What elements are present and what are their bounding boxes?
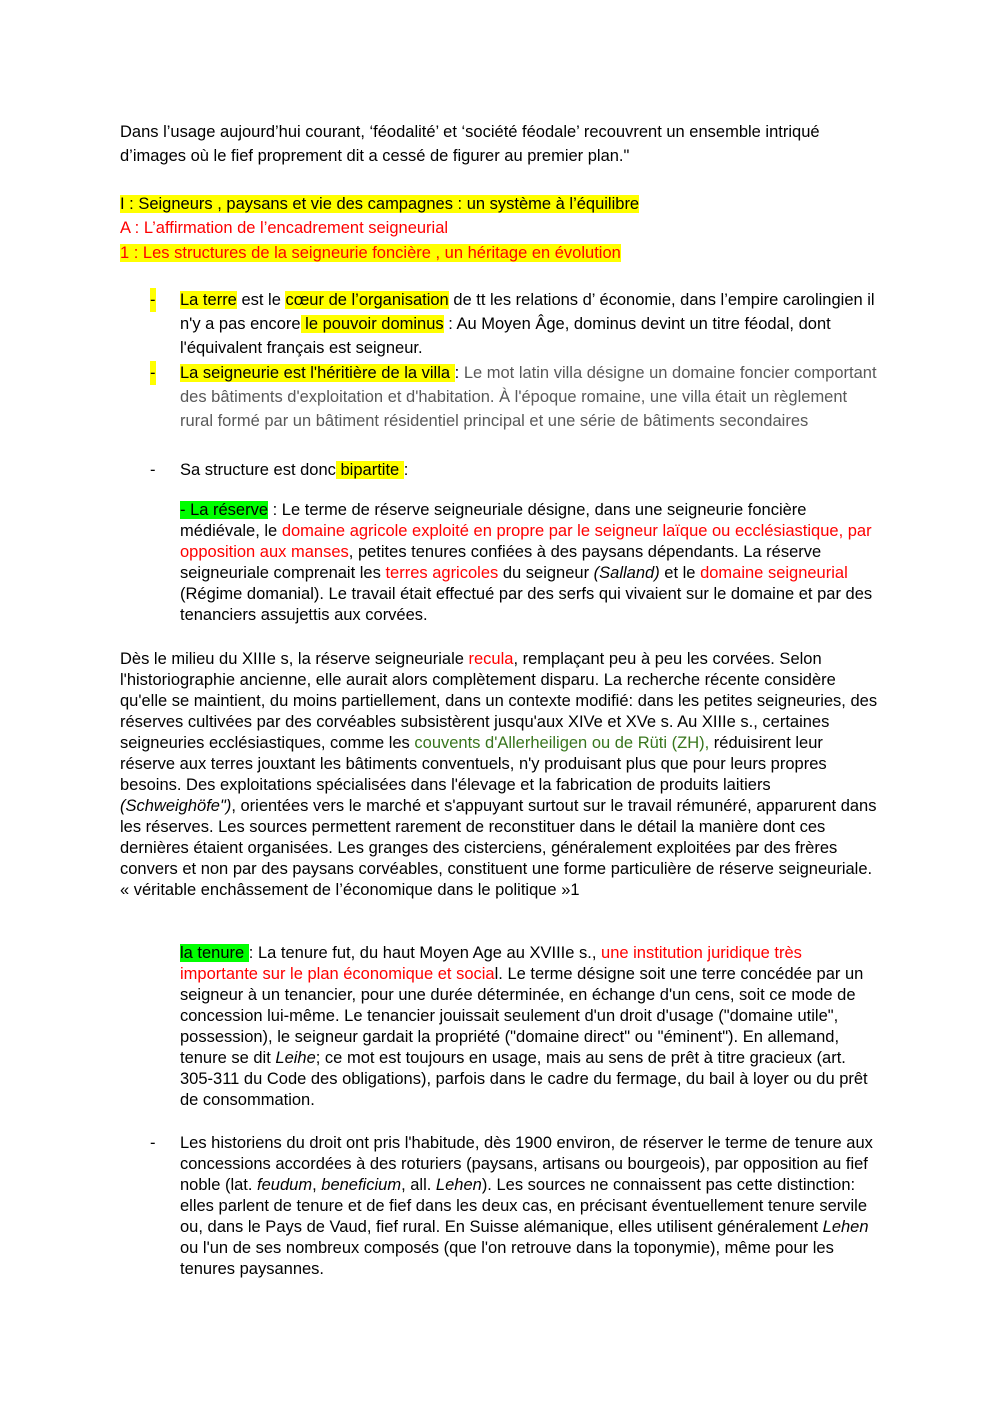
text-run: l. Le terme désigne soit une terre concédée par un seigneur à un tenancier, pour une durée déterminée, en échange d'un cens, soit ce mode de concession lui-même. Le tenancier jouissait seulement d'un droit d'usage ("domaine utile", possession), le seigneur gardait la propriété ("domaine direct" ou "éminent"). En allemand, tenure se dit xyxy=(180,965,864,1067)
italic-text: feudum xyxy=(257,1176,313,1194)
highlight-la-reserve: - La réserve xyxy=(180,501,269,519)
text-run: réduisirent leur réserve aux terres jouxtant les bâtiments conventuels, n'y produisant plus que pour leurs propres besoins. Des exploitations spécialisées dans l'élevage et la fabrication de produits laitiers xyxy=(120,734,827,794)
highlight-seigneurie: La seigneurie est l'héritière de la villa xyxy=(180,364,455,382)
heading-level-2 xyxy=(120,216,448,240)
text-run: Dès le milieu du XIIIe s, la réserve seigneuriale xyxy=(120,650,469,668)
highlight-bipartite: bipartite xyxy=(335,461,404,479)
text-run: de tt les relations d’ économie, dans l’empire carolingien il n'y a pas encore xyxy=(180,291,875,333)
red-text: une institution juridique très importante sur le plan économique et socia xyxy=(180,944,802,983)
text-run: : xyxy=(454,364,464,382)
italic-text: (Schweighöfe") xyxy=(120,797,232,815)
heading-3-text: 1 : Les structures de la seigneurie foncière , un héritage en évolution xyxy=(120,244,621,262)
text-run: et le xyxy=(659,564,701,582)
italic-text: Leihe xyxy=(275,1049,316,1067)
villa-definition: Le mot latin villa désigne un domaine foncier comportant des bâtiments d'exploitation et d'habitation. À l'époque romaine, une villa était un règlement rural formé par un bâtiment résidentiel principal et une série de bâtiments secondaires xyxy=(180,364,877,430)
red-text: terres agricoles xyxy=(385,564,499,582)
italic-text: beneficium xyxy=(321,1176,402,1194)
highlight-la-tenure: la tenure xyxy=(180,944,249,962)
intro-paragraph xyxy=(120,120,880,168)
text-run: : Le terme de réserve seigneuriale désigne, dans une seigneurie foncière médiévale, le xyxy=(180,501,807,540)
text-run: , xyxy=(312,1176,322,1194)
heading-1-text: I : Seigneurs , paysans et vie des campagnes : un système à l’équilibre xyxy=(120,195,640,213)
text-run: ; ce mot est toujours en usage, mais au sens de prêt à titre gracieux (art. 305-311 du Code des obligations), parfois dans le cadre du fermage, du bail à loyer ou du prêt de consommation. xyxy=(180,1049,868,1109)
highlight-la-terre: La terre xyxy=(180,291,237,309)
heading-level-3 xyxy=(120,241,621,265)
text-run: est le xyxy=(236,291,286,309)
text-run: , petites tenures confiées à des paysans dépendants. La réserve seigneuriale comprenait les xyxy=(180,543,822,582)
text-run: Sa structure est donc xyxy=(180,461,336,479)
body-paragraph-reserve-recul xyxy=(120,649,880,901)
text-run: : Au Moyen Âge, dominus devint un titre féodal, dont l'équivalent français est seigneur. xyxy=(180,315,831,357)
bullet-dash: - xyxy=(150,288,156,312)
italic-text: (Salland) xyxy=(593,564,660,582)
highlight-pouvoir-dominus: le pouvoir dominus xyxy=(300,315,444,333)
text-run: , orientées vers le marché et s'appuyant surtout sur le travail rémunéré, apparurent dans les réserves. Les sources permettent rarement de reconstituer dans le détail la manière dont ces dernières étaient organisées. Les granges des cisterciens, généralement exploitées par des frères convers et non par des paysans corvéables, constituent une forme particulière de réserve seigneuriale. « véritable enchâssement de l’économique dans le politique »1 xyxy=(120,797,877,899)
bullet-dash: - xyxy=(150,461,156,479)
italic-text: Lehen xyxy=(822,1218,869,1236)
red-text: domaine agricole exploité en propre par le seigneur laïque ou ecclésiastique, par opposition aux manses xyxy=(180,522,872,561)
reserve-block xyxy=(180,500,880,626)
bullet-text xyxy=(180,361,880,433)
italic-text: Lehen xyxy=(435,1176,482,1194)
text-run: ou l'un de ses nombreux composés (que l'on retrouve dans la toponymie), même pour les tenures paysannes. xyxy=(180,1239,834,1278)
bullet-text xyxy=(180,288,880,360)
text-run: , remplaçant peu à peu les corvées. Selon l'historiographie ancienne, elle aurait alors complètement disparu. La recherche récente considère qu'elle se maintient, du moins partiellement, dans un contexte modifié: dans les petites seigneuries, des réserves cultivées par des corvéables subsistèrent jusqu'aux XIVe et XVe s. Au XIIIe s., certaines seigneuries ecclésiastiques, comme les xyxy=(120,650,878,752)
bullet-text xyxy=(180,1133,880,1280)
heading-2-text: A : L’affirmation de l’encadrement seigneurial xyxy=(120,219,449,237)
text-run: : La tenure fut, du haut Moyen Age au XVIIIe s., xyxy=(248,944,602,962)
bullet-dash: - xyxy=(150,1134,156,1152)
tenure-block xyxy=(180,943,880,1111)
red-text: domaine seigneurial xyxy=(700,564,848,582)
text-run: : xyxy=(403,461,409,479)
text-run: Les historiens du droit ont pris l'habitude, dès 1900 environ, de réserver le terme de tenure aux concessions accordées à des roturiers (paysans, artisans ou bourgeois), par opposition au fief noble (lat. xyxy=(180,1134,873,1194)
text-run: , all. xyxy=(401,1176,436,1194)
bullet-text xyxy=(180,458,880,482)
text-run: ). Les sources ne connaissent pas cette distinction: elles parlent de tenure et de fief dans les deux cas, en précisant éventuellement tenure servile ou, dans le Pays de Vaud, fief rural. En Suisse alémanique, elles utilisent généralement xyxy=(180,1176,867,1236)
text-run: (Régime domanial). Le travail était effectué par des serfs qui vivaient sur le domaine et par des tenanciers assujettis aux corvées. xyxy=(180,585,873,624)
highlight-coeur: cœur de l’organisation xyxy=(285,291,449,309)
text-run: du seigneur xyxy=(498,564,594,582)
red-text: recula xyxy=(468,650,514,668)
bullet-dash: - xyxy=(150,361,156,385)
heading-level-1 xyxy=(120,192,639,216)
green-text: couvents d'Allerheiligen ou de Rüti (ZH), xyxy=(414,734,710,752)
intro-text: Dans l’usage aujourd’hui courant, ‘féodalité’ et ‘société féodale’ recouvrent un ensemble intriqué d’images où le fief proprement dit a cessé de figurer au premier plan." xyxy=(120,123,820,165)
